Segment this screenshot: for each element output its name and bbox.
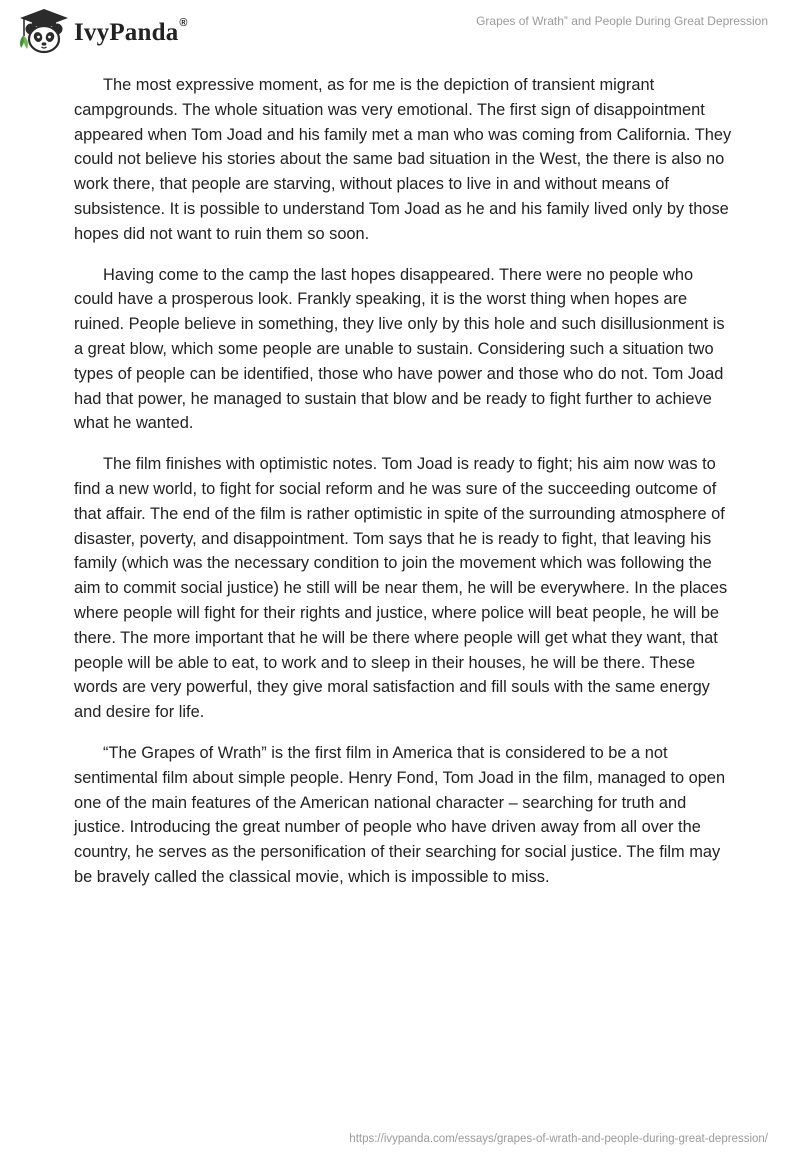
panda-graduation-cap-icon bbox=[14, 6, 70, 56]
essay-body bbox=[74, 73, 734, 906]
paragraph: The most expressive moment, as for me is the depiction of transient migrant campgrounds. The whole situation was very emotional. The first sign of disappointment appeared when Tom Joad and his family met a man who was coming from California. They could not believe his stories about the same bad situation in the West, the there is also no work there, that people are starving, without places to live in and without means of subsistence. It is possible to understand Tom Joad as he and his family lived only by those hopes did not want to ruin them so soon. bbox=[74, 76, 732, 243]
paragraph: “The Grapes of Wrath” is the first film in America that is considered to be a not sentimental film about simple people. Henry Fond, Tom Joad in the film, managed to open one of the main features of the American national character – searching for truth and justice. Introducing the great number of people who have driven away from all over the country, he serves as the personification of their searching for social justice. The film may be bravely called the classical movie, which is impossible to miss. bbox=[74, 743, 726, 886]
page-header bbox=[0, 0, 800, 64]
paragraph: Having come to the camp the last hopes disappeared. There were no people who could have a prosperous look. Frankly speaking, it is the worst thing when hopes are ruined. People believe in something, they live only by this hole and such disillusionment is a great blow, which some people are unable to sustain. Considering such a situation two types of people can be identified, those who have power and those who do not. Tom Joad had that power, he managed to sustain that blow and be ready to fight further to achieve what he wanted. bbox=[74, 265, 725, 433]
document-title: Grapes of Wrath” and People During Great Depression bbox=[476, 14, 768, 28]
source-url[interactable]: https://ivypanda.com/essays/grapes-of-wrath-and-people-during-great-depression/ bbox=[349, 1133, 768, 1145]
paragraph: The film finishes with optimistic notes. Tom Joad is ready to fight; his aim now was to find a new world, to fight for social reform and he was sure of the succeeding outcome of that affair. The end of the film is rather optimistic in spite of the surrounding atmosphere of disaster, poverty, and disappointment. Tom says that he is ready to fight, that leaving his family (which was the necessary condition to join the movement which was following the aim to commit social justice) he still will be near them, he will be everywhere. In the places where people will fight for their rights and justice, where police will beat people, he will be there. The more important that he will be there where people will get what they want, that people will be able to eat, to work and to sleep in their houses, he will be there. These words are very powerful, they give moral satisfaction and fill souls with the same energy and desire for life. bbox=[74, 455, 728, 722]
registered-mark: ® bbox=[179, 16, 188, 29]
ivypanda-logo[interactable] bbox=[14, 6, 188, 56]
brand-name: IvyPanda® bbox=[74, 16, 188, 46]
